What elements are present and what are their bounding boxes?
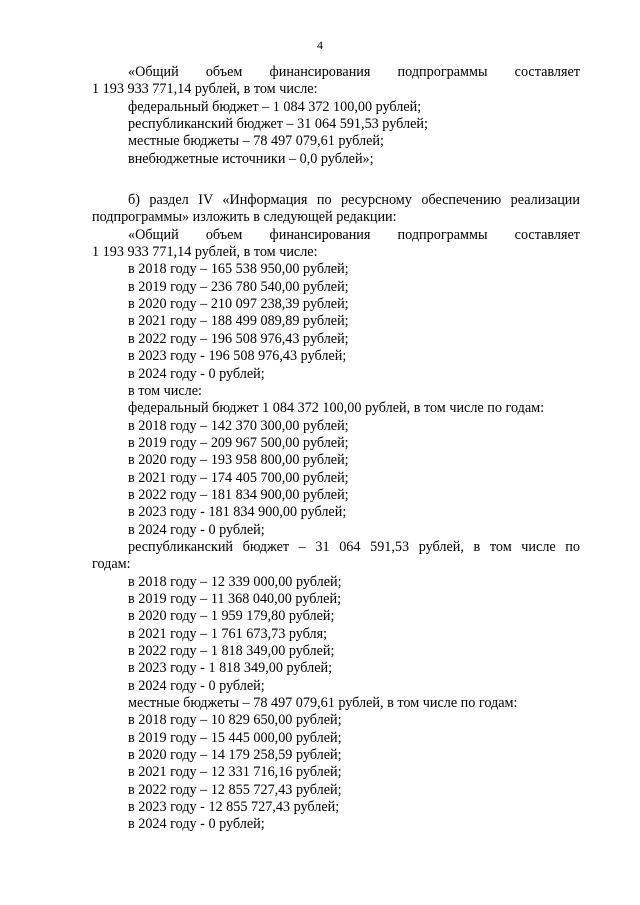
paragraph-line: в 2024 году - 0 рублей; bbox=[128, 816, 265, 833]
page-number: 4 bbox=[317, 38, 323, 52]
paragraph-line: в 2022 году – 1 818 349,00 рублей; bbox=[128, 643, 335, 659]
paragraph-line: в 2024 году - 0 рублей; bbox=[128, 521, 265, 538]
paragraph-line: в 2023 году - 196 508 976,43 рублей; bbox=[128, 348, 347, 365]
paragraph-line: местные бюджеты – 78 497 079,61 рублей; bbox=[128, 133, 384, 150]
paragraph-line: в 2019 году – 11 368 040,00 рублей; bbox=[128, 590, 342, 607]
paragraph-line: федеральный бюджет 1 084 372 100,00 рублей, в том числе по годам: bbox=[128, 400, 545, 417]
paragraph-line: 1 193 933 771,14 рублей, в том числе: bbox=[92, 81, 318, 98]
paragraph-line: республиканский бюджет – 31 064 591,53 рублей, в том числе по bbox=[128, 538, 580, 555]
paragraph-line: в 2021 году – 188 499 089,89 рублей; bbox=[128, 313, 349, 330]
paragraph-line: в 2022 году – 196 508 976,43 рублей; bbox=[128, 330, 349, 347]
paragraph-line: в 2020 году – 14 179 258,59 рублей; bbox=[128, 747, 342, 764]
paragraph-line: местные бюджеты – 78 497 079,61 рублей, в том числе по годам: bbox=[128, 695, 518, 712]
paragraph-line: в 2021 году – 12 331 716,16 рублей; bbox=[128, 764, 342, 781]
paragraph-line: в 2023 году - 181 834 900,00 рублей; bbox=[128, 504, 347, 521]
paragraph-line: внебюджетные источники – 0,0 рублей»; bbox=[128, 150, 374, 167]
paragraph-line: в 2021 году – 1 761 673,73 рубля; bbox=[128, 625, 328, 642]
paragraph-line: в 2019 году – 236 780 540,00 рублей; bbox=[128, 278, 349, 295]
paragraph-line: в 2023 году - 1 818 349,00 рублей; bbox=[128, 660, 333, 677]
paragraph-line: в 2020 году – 1 959 179,80 рублей; bbox=[128, 608, 335, 625]
paragraph-line: в 2021 году – 174 405 700,00 рублей; bbox=[128, 469, 349, 486]
paragraph-line: подпрограммы» изложить в следующей редакции: bbox=[92, 209, 397, 226]
paragraph-line: федеральный бюджет – 1 084 372 100,00 рублей; bbox=[128, 98, 422, 115]
paragraph-line: в 2020 году – 193 958 800,00 рублей; bbox=[128, 452, 349, 469]
paragraph-line: б) раздел IV «Информация по ресурсному обеспечению реализации bbox=[128, 192, 580, 209]
paragraph-line: в 2024 году - 0 рублей; bbox=[128, 677, 265, 694]
paragraph-line: в том числе: bbox=[128, 382, 202, 399]
document-body bbox=[92, 64, 580, 834]
paragraph-line: в 2018 году – 142 370 300,00 рублей; bbox=[128, 417, 349, 434]
paragraph-line: в 2019 году – 15 445 000,00 рублей; bbox=[128, 729, 342, 746]
paragraph-line: в 2019 году – 209 967 500,00 рублей; bbox=[128, 434, 349, 451]
paragraph-line: в 2023 году - 12 855 727,43 рублей; bbox=[128, 799, 340, 816]
paragraph-line: в 2020 году – 210 097 238,39 рублей; bbox=[128, 296, 349, 313]
paragraph-line: республиканский бюджет – 31 064 591,53 рублей; bbox=[128, 116, 428, 133]
paragraph-line: в 2018 году – 10 829 650,00 рублей; bbox=[128, 712, 342, 729]
paragraph-line: в 2022 году – 181 834 900,00 рублей; bbox=[128, 486, 349, 503]
paragraph-line: 1 193 933 771,14 рублей, в том числе: bbox=[92, 244, 318, 261]
paragraph-line: в 2024 году - 0 рублей; bbox=[128, 365, 265, 382]
paragraph-line: годам: bbox=[92, 556, 131, 573]
paragraph-line: «Общий объем финансирования подпрограммы составляет bbox=[128, 64, 580, 80]
paragraph-line: в 2018 году – 12 339 000,00 рублей; bbox=[128, 573, 342, 590]
paragraph-line: в 2018 году – 165 538 950,00 рублей; bbox=[128, 261, 349, 278]
paragraph-line: «Общий объем финансирования подпрограммы составляет bbox=[128, 226, 580, 243]
paragraph-line: в 2022 году – 12 855 727,43 рублей; bbox=[128, 781, 342, 798]
